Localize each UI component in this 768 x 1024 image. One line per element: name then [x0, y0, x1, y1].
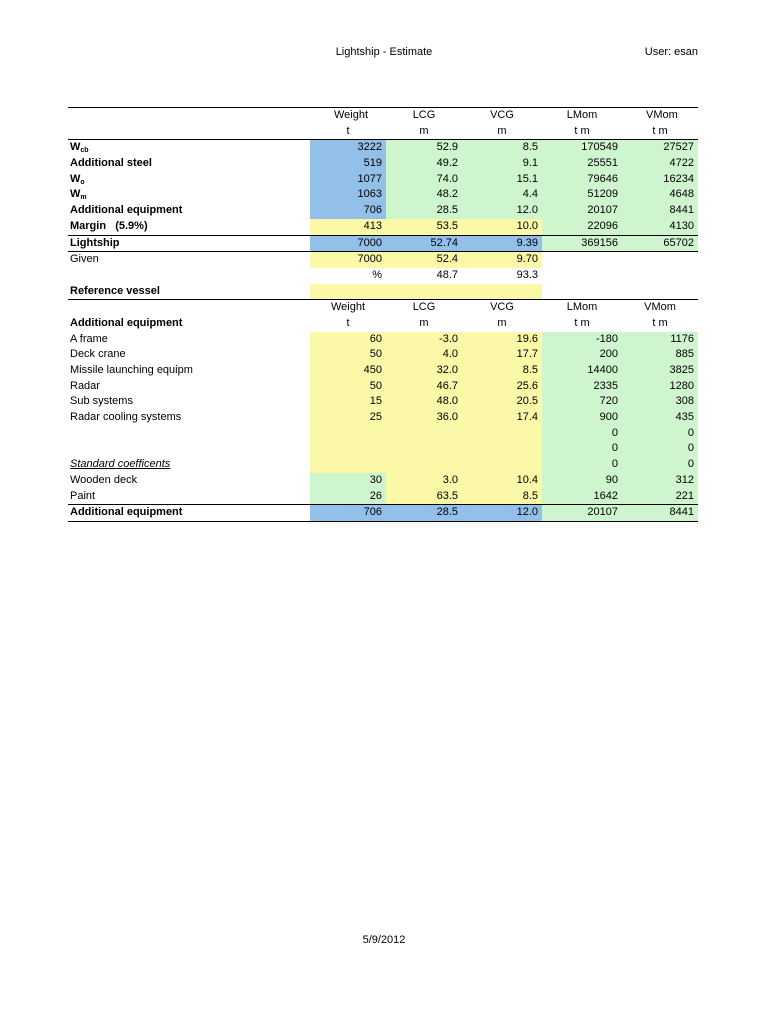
- label-text: W: [70, 141, 81, 154]
- weight-cell[interactable]: 413: [310, 219, 386, 235]
- lcg-cell[interactable]: [386, 457, 462, 473]
- vcg-cell[interactable]: [462, 284, 542, 300]
- vcg-cell[interactable]: 8.5: [462, 363, 542, 379]
- column-header-row: [68, 108, 698, 124]
- lcg-cell[interactable]: 49.2: [386, 156, 462, 172]
- lcg-cell[interactable]: 74.0: [386, 172, 462, 188]
- item-name: Radar: [70, 379, 100, 392]
- table-row-percent: [68, 268, 698, 284]
- lcg-cell[interactable]: 28.5: [386, 505, 462, 521]
- page-title: Lightship - Estimate: [335, 46, 433, 58]
- vmom-cell[interactable]: 435: [622, 410, 698, 426]
- vcg-cell[interactable]: 8.5: [462, 140, 542, 156]
- weight-cell[interactable]: 1077: [310, 172, 386, 188]
- lmom-cell[interactable]: 20107: [542, 505, 622, 521]
- lmom-cell[interactable]: -180: [542, 332, 622, 348]
- col-header-lcg: LCG: [412, 301, 436, 314]
- lmom-cell[interactable]: 20107: [542, 203, 622, 219]
- vmom-cell[interactable]: 885: [622, 347, 698, 363]
- vcg-cell[interactable]: 12.0: [462, 505, 542, 521]
- vmom-cell[interactable]: 4722: [622, 156, 698, 172]
- user-label: User: esan: [644, 46, 698, 58]
- weight-cell[interactable]: 26: [310, 489, 386, 505]
- vmom-cell[interactable]: 221: [622, 489, 698, 505]
- lcg-cell[interactable]: 46.7: [386, 379, 462, 395]
- weight-cell[interactable]: 60: [310, 332, 386, 348]
- lcg-cell[interactable]: 48.0: [386, 394, 462, 410]
- weight-cell[interactable]: [310, 441, 386, 457]
- lcg-cell[interactable]: 52.4: [386, 252, 462, 268]
- row-label: Additional equipment: [70, 204, 183, 217]
- lmom-cell[interactable]: 0: [542, 457, 622, 473]
- table-row-lightship: [68, 236, 698, 253]
- equipment-row: [68, 441, 698, 457]
- weight-cell[interactable]: 519: [310, 156, 386, 172]
- weight-cell[interactable]: 450: [310, 363, 386, 379]
- equipment-row: [68, 394, 698, 410]
- equipment-row: [68, 363, 698, 379]
- lcg-cell[interactable]: 36.0: [386, 410, 462, 426]
- unit-lcg: m: [419, 316, 429, 329]
- percent-label: %: [372, 268, 382, 281]
- vmom-cell[interactable]: 1176: [622, 332, 698, 348]
- section-title: Additional equipment: [70, 316, 183, 329]
- section-subtitle: Standard coefficents: [70, 458, 171, 471]
- lmom-cell[interactable]: 369156: [542, 236, 622, 252]
- coefficient-row: [68, 473, 698, 489]
- table-row-additional-steel: [68, 156, 698, 172]
- unit-lmom: t m: [574, 124, 590, 137]
- table-row-wcb: [68, 140, 698, 156]
- col-header-lmom: LMom: [566, 301, 598, 314]
- lcg-cell[interactable]: 4.0: [386, 347, 462, 363]
- unit-vcg: m: [497, 316, 507, 329]
- vcg-cell[interactable]: 9.1: [462, 156, 542, 172]
- footer-date: 5/9/2012: [362, 934, 406, 946]
- vcg-cell[interactable]: 4.4: [462, 187, 542, 203]
- lmom-cell[interactable]: 2335: [542, 379, 622, 395]
- lmom-cell[interactable]: 720: [542, 394, 622, 410]
- lcg-cell[interactable]: 28.5: [386, 203, 462, 219]
- label-subscript: cb: [80, 147, 89, 155]
- vcg-cell[interactable]: 8.5: [462, 489, 542, 505]
- unit-vmom: t m: [652, 316, 668, 329]
- weight-cell[interactable]: 706: [310, 203, 386, 219]
- vcg-cell[interactable]: 15.1: [462, 172, 542, 188]
- lmom-cell[interactable]: 0: [542, 441, 622, 457]
- lcg-cell[interactable]: 52.9: [386, 140, 462, 156]
- lmom-cell[interactable]: 14400: [542, 363, 622, 379]
- col-header-vmom: VMom: [646, 109, 678, 121]
- weight-cell[interactable]: 50: [310, 347, 386, 363]
- lcg-cell[interactable]: 48.2: [386, 187, 462, 203]
- vmom-cell[interactable]: 4648: [622, 187, 698, 203]
- lmom-cell[interactable]: 900: [542, 410, 622, 426]
- label-text: W: [70, 172, 81, 185]
- lmom-cell[interactable]: 0: [542, 426, 622, 442]
- label-subscript: o: [80, 178, 85, 186]
- table-row-margin: [68, 219, 698, 236]
- row-label: Given: [70, 253, 99, 266]
- equipment-row: [68, 379, 698, 395]
- row-label: [70, 187, 310, 203]
- table-row-wm: [68, 187, 698, 203]
- weight-cell[interactable]: 7000: [310, 236, 386, 252]
- vmom-cell[interactable]: 8441: [622, 505, 698, 521]
- weight-cell[interactable]: [310, 284, 386, 300]
- lmom-cell[interactable]: 200: [542, 347, 622, 363]
- item-name: Missile launching equipm: [70, 364, 193, 376]
- weight-cell[interactable]: [310, 426, 386, 442]
- item-name: Deck crane: [70, 348, 126, 361]
- item-name: Sub systems: [70, 395, 133, 408]
- vmom-cell[interactable]: 8441: [622, 203, 698, 219]
- lmom-cell[interactable]: 170549: [542, 140, 622, 156]
- vcg-cell[interactable]: 17.4: [462, 410, 542, 426]
- lmom-cell[interactable]: 51209: [542, 187, 622, 203]
- row-label: Additional steel: [70, 157, 152, 170]
- lightship-table: [68, 107, 698, 522]
- vmom-cell[interactable]: 27527: [622, 140, 698, 156]
- unit-header-row: [68, 124, 698, 141]
- unit-vcg: m: [497, 124, 507, 137]
- lcg-cell[interactable]: -3.0: [386, 332, 462, 348]
- lcg-cell[interactable]: 48.7: [436, 268, 458, 281]
- vcg-cell[interactable]: 17.7: [462, 347, 542, 363]
- vmom-cell[interactable]: 3825: [622, 363, 698, 379]
- unit-weight: t: [346, 316, 350, 329]
- lmom-cell[interactable]: 25551: [542, 156, 622, 172]
- row-label: [70, 140, 310, 156]
- col-header-lcg: LCG: [412, 109, 436, 121]
- vmom-cell[interactable]: 0: [622, 457, 698, 473]
- label-subscript: m: [80, 194, 87, 202]
- equipment-row: [68, 410, 698, 426]
- item-name: Paint: [70, 489, 96, 502]
- vcg-cell[interactable]: 10.4: [462, 473, 542, 489]
- vcg-cell[interactable]: 20.5: [462, 394, 542, 410]
- equipment-header-row: [68, 300, 698, 316]
- lcg-cell[interactable]: [386, 284, 462, 300]
- weight-cell[interactable]: 1063: [310, 187, 386, 203]
- row-label: Reference vessel: [70, 284, 160, 297]
- col-header-weight: Weight: [334, 109, 369, 121]
- col-header-vcg: VCG: [490, 109, 514, 121]
- weight-cell[interactable]: [310, 457, 386, 473]
- col-header-vcg: VCG: [490, 301, 514, 314]
- lcg-cell[interactable]: 32.0: [386, 363, 462, 379]
- vcg-cell[interactable]: [462, 457, 542, 473]
- vcg-cell[interactable]: 25.6: [462, 379, 542, 395]
- table-row-additional-equipment: [68, 203, 698, 219]
- table-row-given: [68, 252, 698, 268]
- item-name: A frame: [70, 332, 108, 345]
- vmom-cell[interactable]: 65702: [622, 236, 698, 252]
- item-name: Wooden deck: [70, 473, 138, 486]
- lcg-cell[interactable]: 52.74: [386, 236, 462, 252]
- coefficient-row: [68, 489, 698, 506]
- lcg-cell[interactable]: 63.5: [386, 489, 462, 505]
- row-label: [70, 172, 310, 188]
- vmom-cell[interactable]: 16234: [622, 172, 698, 188]
- unit-weight: t: [346, 124, 350, 137]
- equipment-unit-row: [68, 316, 698, 332]
- vmom-cell[interactable]: 0: [622, 426, 698, 442]
- equipment-row: [68, 347, 698, 363]
- col-header-weight: Weight: [330, 301, 366, 314]
- lcg-cell[interactable]: 53.5: [386, 219, 462, 235]
- item-name: [70, 441, 310, 457]
- weight-cell[interactable]: 30: [310, 473, 386, 489]
- item-name: [70, 426, 310, 442]
- weight-cell[interactable]: 706: [310, 505, 386, 521]
- weight-cell[interactable]: 15: [310, 394, 386, 410]
- lcg-cell[interactable]: [386, 426, 462, 442]
- weight-cell[interactable]: 7000: [310, 252, 386, 268]
- equipment-row: [68, 426, 698, 442]
- row-label: Lightship: [70, 236, 120, 249]
- lmom-cell[interactable]: 79646: [542, 172, 622, 188]
- label-text: W: [70, 188, 81, 201]
- vcg-cell[interactable]: [462, 426, 542, 442]
- weight-cell[interactable]: 50: [310, 379, 386, 395]
- weight-cell[interactable]: 3222: [310, 140, 386, 156]
- col-header-lmom: LMom: [566, 109, 598, 121]
- vmom-cell[interactable]: 1280: [622, 379, 698, 395]
- lmom-cell[interactable]: 22096: [542, 219, 622, 235]
- lcg-cell[interactable]: [386, 441, 462, 457]
- vcg-cell[interactable]: 19.6: [462, 332, 542, 348]
- vcg-cell[interactable]: [462, 441, 542, 457]
- unit-lcg: m: [419, 124, 429, 137]
- vcg-cell[interactable]: 9.70: [462, 252, 542, 268]
- vmom-cell[interactable]: 4130: [622, 219, 698, 235]
- weight-cell[interactable]: 25: [310, 410, 386, 426]
- lmom-cell[interactable]: 1642: [542, 489, 622, 505]
- vcg-cell[interactable]: 12.0: [462, 203, 542, 219]
- unit-lmom: t m: [574, 316, 590, 329]
- row-label: Additional equipment: [70, 506, 183, 519]
- item-name: Radar cooling systems: [70, 411, 182, 424]
- vcg-cell[interactable]: 9.39: [462, 236, 542, 252]
- lmom-cell[interactable]: 90: [542, 473, 622, 489]
- vmom-cell[interactable]: 308: [622, 394, 698, 410]
- unit-vmom: t m: [652, 124, 668, 137]
- vcg-cell[interactable]: 10.0: [462, 219, 542, 235]
- table-row-wo: [68, 172, 698, 188]
- row-label: Margin (5.9%): [70, 219, 148, 232]
- col-header-vmom: VMom: [644, 301, 676, 314]
- vmom-cell[interactable]: 312: [622, 473, 698, 489]
- lcg-cell[interactable]: 3.0: [386, 473, 462, 489]
- vmom-cell[interactable]: 0: [622, 441, 698, 457]
- standard-coefficients-row: [68, 457, 698, 473]
- equipment-row: [68, 332, 698, 348]
- table-row-reference-vessel: [68, 284, 698, 301]
- equipment-total-row: [68, 505, 698, 522]
- vcg-cell[interactable]: 93.3: [516, 268, 538, 281]
